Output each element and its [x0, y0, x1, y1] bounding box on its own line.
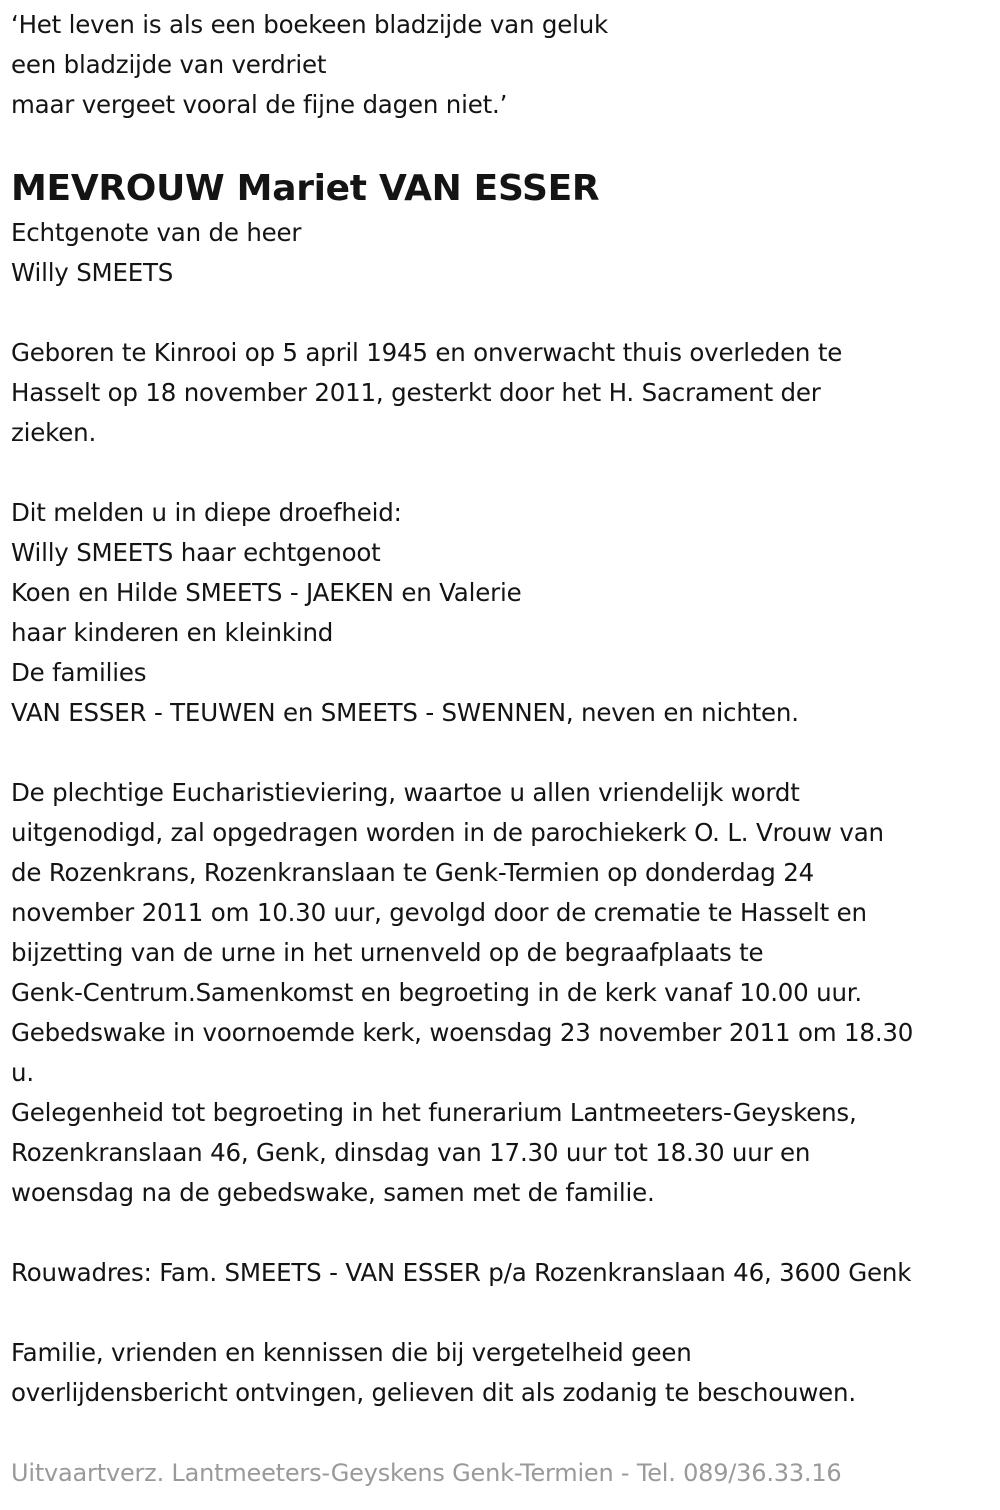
spacer	[11, 1213, 996, 1253]
poem-line: maar vergeet vooral de fijne dagen niet.’	[11, 90, 508, 119]
poem	[11, 5, 996, 125]
mourners-line: Willy SMEETS haar echtgenoot	[11, 538, 381, 567]
mourners-line: De families	[11, 658, 147, 687]
poem-line: een bladzijde van verdriet	[11, 50, 327, 79]
spouse-line: Echtgenote van de heer	[11, 218, 302, 247]
spouse-line: Willy SMEETS	[11, 258, 174, 287]
mourners-line: haar kinderen en kleinkind	[11, 618, 334, 647]
birth-death-line: Geboren te Kinrooi op 5 april 1945 en onverwacht thuis overleden te	[11, 338, 843, 367]
address-line: Rouwadres: Fam. SMEETS - VAN ESSER p/a Rozenkranslaan 46, 3600 Genk	[11, 1258, 912, 1287]
mourners-line: Koen en Hilde SMEETS - JAEKEN en Valerie	[11, 578, 522, 607]
spacer	[11, 453, 996, 493]
birth-death-block	[11, 333, 996, 453]
funeral-home-footer: Uitvaartverz. Lantmeeters-Geyskens Genk-Termien - Tel. 089/36.33.16	[11, 1459, 842, 1487]
poem-line: ‘Het leven is als een boekeen bladzijde van geluk	[11, 10, 609, 39]
closing-line: overlijdensbericht ontvingen, gelieven dit als zodanig te beschouwen.	[11, 1378, 856, 1407]
spacer	[11, 733, 996, 773]
mourners-block	[11, 493, 996, 733]
ceremony-line: november 2011 om 10.30 uur, gevolgd door de crematie te Hasselt en	[11, 898, 867, 927]
obituary-notice	[11, 5, 996, 1413]
ceremony-line: bijzetting van de urne in het urnenveld op de begraafplaats te	[11, 938, 764, 967]
ceremony-line: Rozenkranslaan 46, Genk, dinsdag van 17.30 uur tot 18.30 uur en	[11, 1138, 811, 1167]
spacer	[11, 293, 996, 333]
ceremony-line: Genk-Centrum.Samenkomst en begroeting in de kerk vanaf 10.00 uur.	[11, 978, 863, 1007]
ceremony-line: uitgenodigd, zal opgedragen worden in de parochiekerk O. L. Vrouw van	[11, 818, 884, 847]
ceremony-line: woensdag na de gebedswake, samen met de familie.	[11, 1178, 655, 1207]
ceremony-line: u.	[11, 1058, 34, 1087]
birth-death-line: zieken.	[11, 418, 97, 447]
closing-line: Familie, vrienden en kennissen die bij vergetelheid geen	[11, 1338, 692, 1367]
birth-death-line: Hasselt op 18 november 2011, gesterkt door het H. Sacrament der	[11, 378, 821, 407]
ceremony-line: De plechtige Eucharistieviering, waartoe u allen vriendelijk wordt	[11, 778, 800, 807]
spouse-block	[11, 213, 996, 293]
ceremony-line: Gelegenheid tot begroeting in het funerarium Lantmeeters-Geyskens,	[11, 1098, 857, 1127]
mourners-line: VAN ESSER - TEUWEN en SMEETS - SWENNEN, neven en nichten.	[11, 698, 799, 727]
mourners-line: Dit melden u in diepe droefheid:	[11, 498, 402, 527]
deceased-name: MEVROUW Mariet VAN ESSER	[11, 168, 600, 209]
address-block	[11, 1253, 996, 1293]
ceremony-block	[11, 773, 996, 1213]
closing-block	[11, 1333, 996, 1413]
spacer	[11, 1293, 996, 1333]
ceremony-line: Gebedswake in voornoemde kerk, woensdag 23 november 2011 om 18.30	[11, 1018, 914, 1047]
ceremony-line: de Rozenkrans, Rozenkranslaan te Genk-Termien op donderdag 24	[11, 858, 814, 887]
